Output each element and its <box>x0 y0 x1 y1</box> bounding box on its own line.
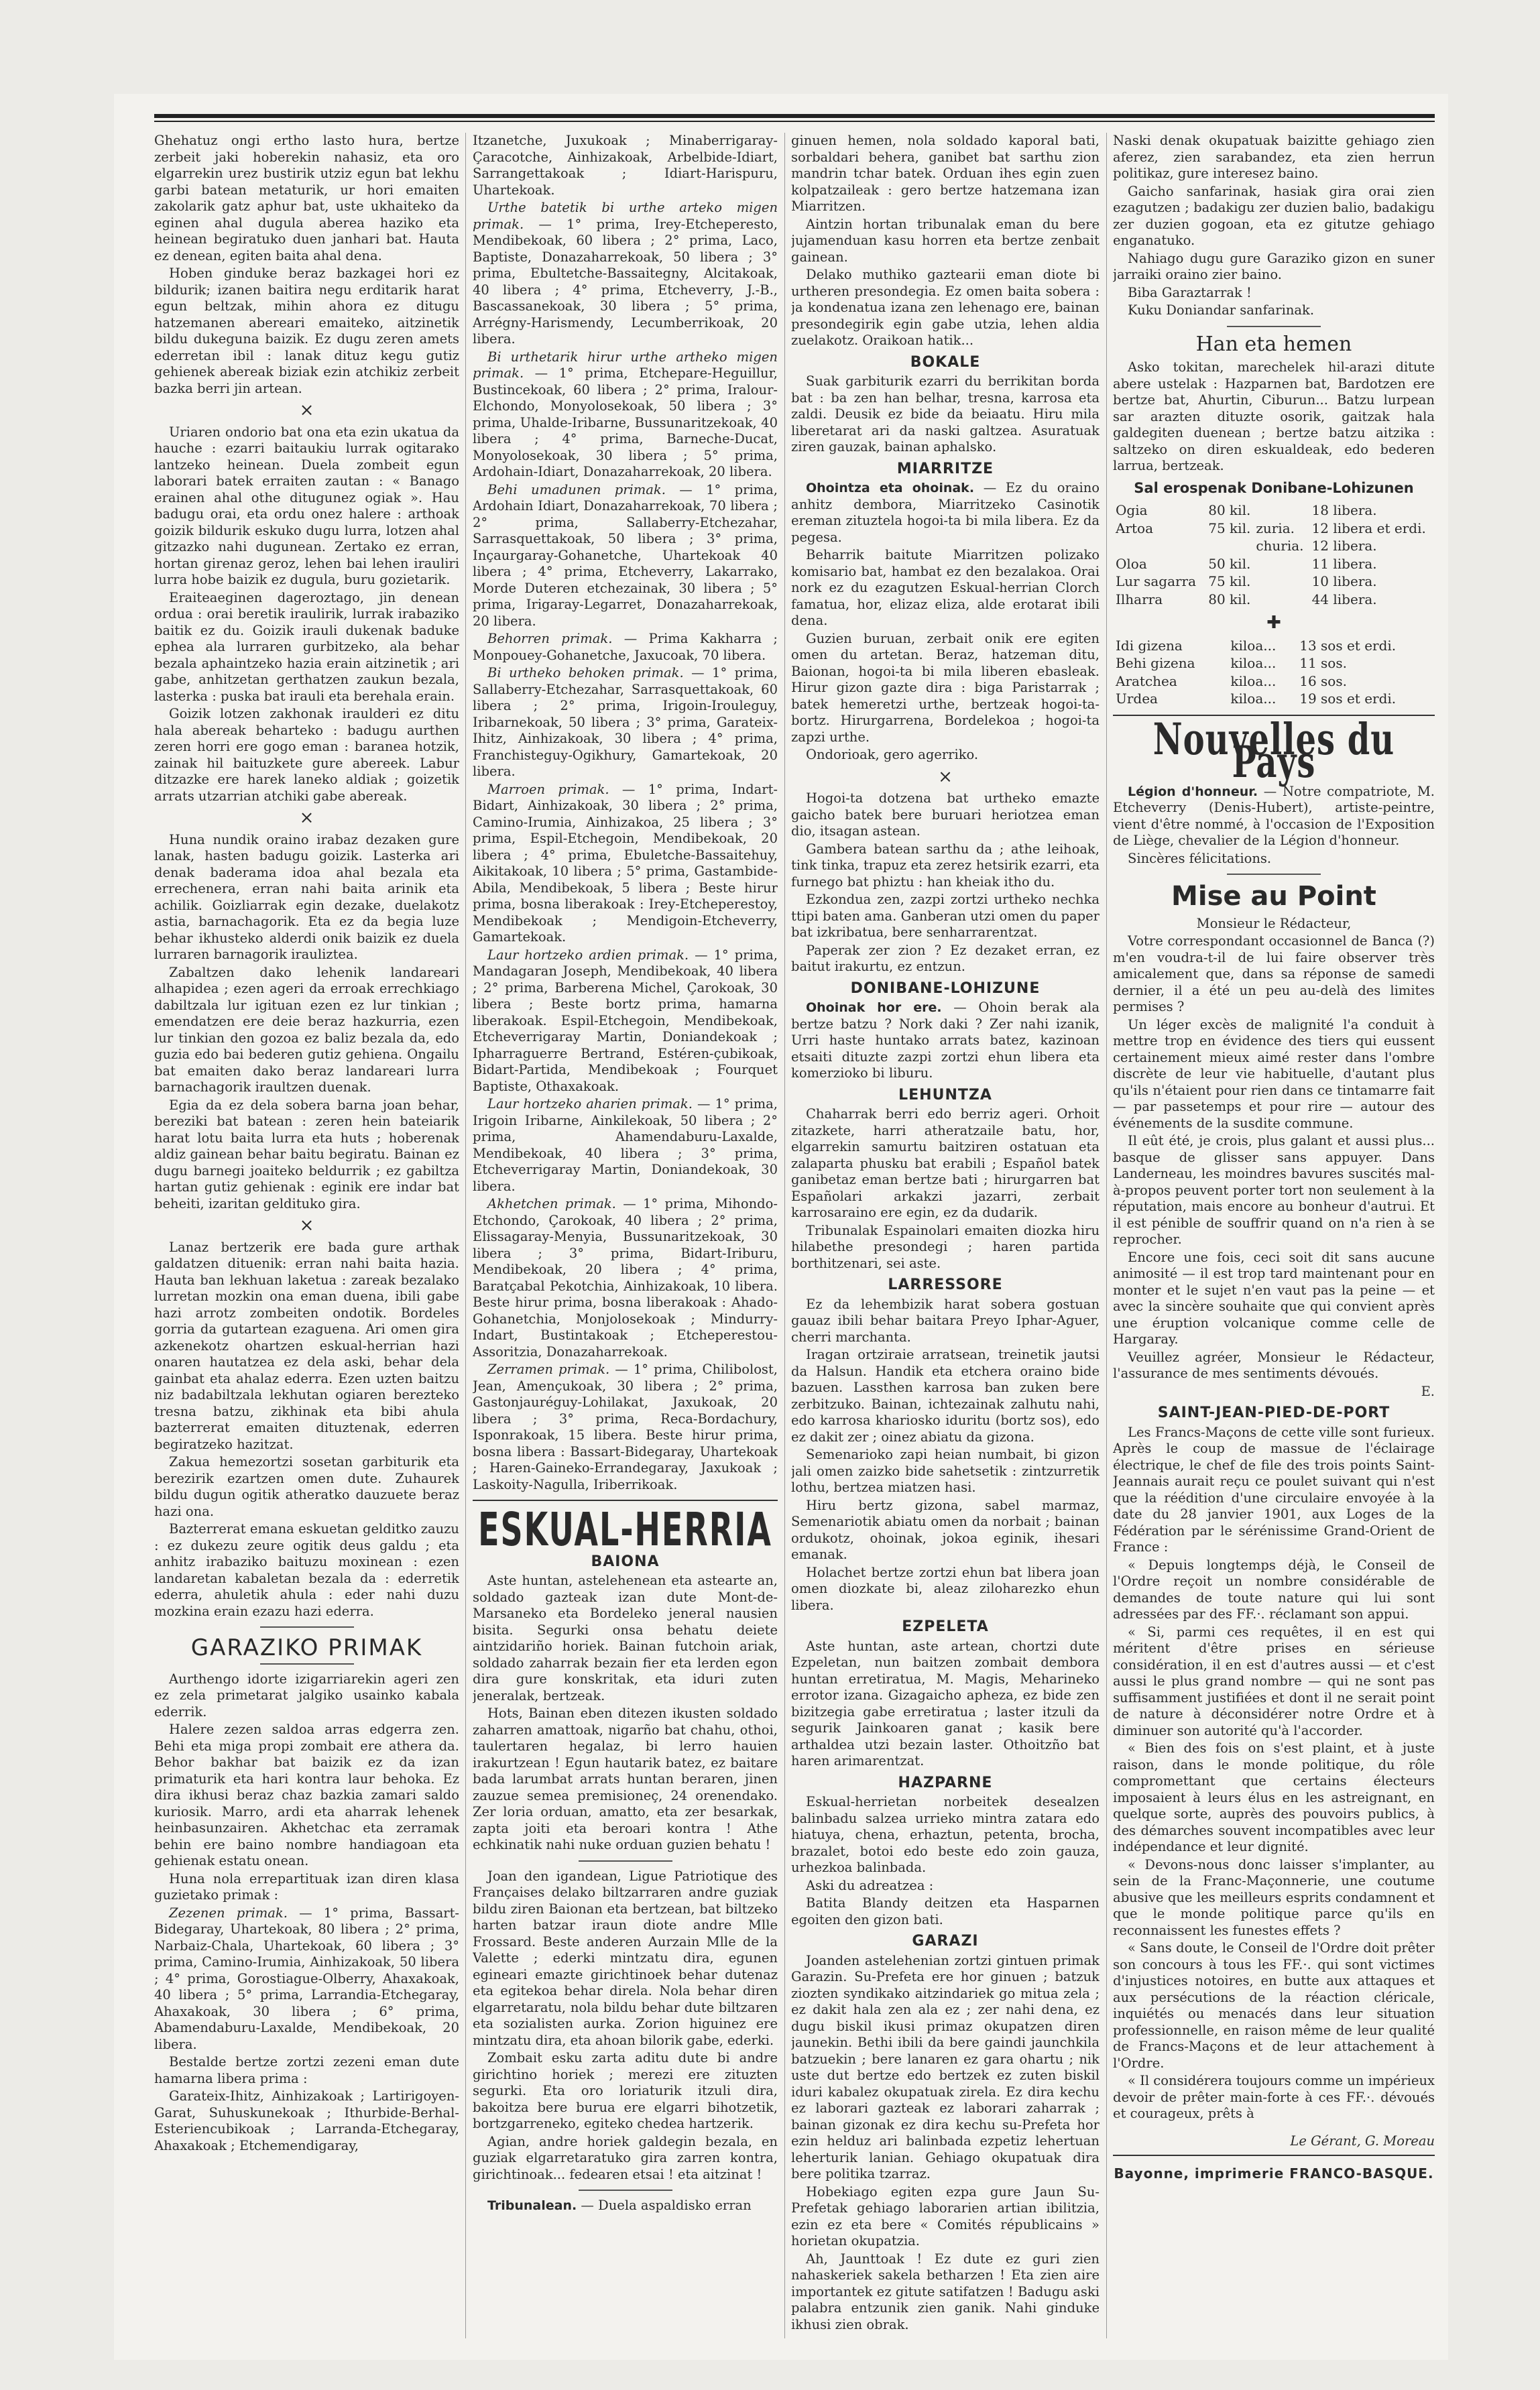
cell: zuria. <box>1256 520 1295 536</box>
cell: kiloa... <box>1230 637 1277 654</box>
place-heading-larressore: LARRESSORE <box>888 1276 1003 1293</box>
paragraph: Encore une fois, ceci soit dit sans aucune animosité — il est trop tard maintenant pour en monter et le sujet n'en vaut pas la peine — et avec la sincère souhaite que qui convient après une éruption volcanique comme celle de Hargaray. <box>1113 1249 1435 1347</box>
paragraph <box>473 2198 778 2214</box>
section-masthead-eskual-herria: ESKUAL-HERRIA <box>478 1502 772 1557</box>
cell: 80 kil. <box>1208 502 1251 518</box>
table-row <box>1113 637 1435 655</box>
separator: ✚ <box>1266 613 1281 633</box>
paragraph <box>473 482 778 630</box>
table-row <box>1113 591 1435 609</box>
table-row <box>1113 537 1435 555</box>
paragraph: Aintzin hortan tribunalak eman du bere jujamenduan kasu horren eta bertze zenbait gainean. <box>791 216 1100 265</box>
cell: Behi gizena <box>1116 655 1195 671</box>
cell: 44 libera. <box>1311 591 1377 607</box>
separator: × <box>938 766 953 787</box>
paragraph: Egia da ez dela sobera barna joan behar, bereziki bat batean : zeren hein bateiarik harat lotu baita lurra eta huts ; hoberenak aldiz gainean behar baitu begiratu. Bainan ez dugu barnegi joaiteko beldurrik ; ez gabiltza hartan gutiz gehienak : eginik ere indar bat beheiti, izaritan geldituko gira. <box>154 1097 459 1211</box>
paragraph-text: — 1° prima, Bassart-Bidegaray, Uhartekoak, 80 libera ; 2° prima, Narbaiz-Chala, Uhartekoak, 60 libera ; 3° prima, Camino-Irumia, Ainhizakoak, 50 libera ; 4° prima, Gorostiague-Olberry, Ahaxakoak, 40 libera ; 5° prima, Larrandia-Etchegaray, Ahaxakoak, 30 libera ; 6° prima, Abamendaburu-Laxalde, Mendibekoak, 20 libera. <box>154 1905 459 2052</box>
table-row <box>1113 672 1435 691</box>
salutation: Monsieur le Rédacteur, <box>1196 915 1352 931</box>
paragraph: Hiru bertz gizona, sabel marmaz, Semenariotik abiatu omen da norbait ; bainan ordukotz, ohoinak, jokoa eginik, ihesari emanak. <box>791 1497 1100 1562</box>
paragraph: Lanaz bertzerik ere bada gure arthak galdatzen dituenik: erran nahi baita hazia. Hauta ban lekhuan laketua : zareak bezalako lurretan mozkin ona eman duena, ibili gabe hazi arrotz zombeiten ondotik. Bordeles gorria da gutartean ezaguena. Ari omen gira azkenekotz ohartzen eskual-herrian hazi onaren hautatzea ez dela aski, behar dela gainbat eta ahalaz ederra. Ezen uzten baitzu niz badabiltzala lekhutan ogiaren berezteko tresna batzu, zikhinak eta bibi ahula bazterrerat emaiten dituztenak, ederren begiratzeko hazitzat. <box>154 1239 459 1452</box>
paragraph: Huna nundik oraino irabaz dezaken gure lanak, hasten badugu goizik. Lasterka ari denak baderama idoa ahal bezala eta errechenera, erran nahi baita arinik eta achilik. Goizliarrak egin dezake, duelakotz astia, barnachagorik. Eta ez da begia luze behar ikhusteko alderdi onik baizik ez duela lurraren barnagorik irauliztea. <box>154 831 459 962</box>
market-prices-table <box>1113 501 1435 608</box>
cell: 13 sos et erdi. <box>1299 637 1397 654</box>
paragraph <box>473 665 778 780</box>
section-title-mise-au-point: Mise au Point <box>1171 881 1376 912</box>
paragraph: Huna nola errepartituak izan diren klasa guzietako primak : <box>154 1870 459 1903</box>
column-3 <box>791 133 1100 2338</box>
paragraph: Uriaren ondorio bat ona eta ezin ukatua da hauche : ezarri baitaukiu lurrak ogitarako lantzeko heinean. Duela zombeit egun laborari batek erraiten zautan : « Banago erainen ahal othe ditugunez ogiak ». Hau badugu orai, eta ordu onez halere : arthoak goizik bildurik eskuko dugu lurra, lotzen ahal gitzazko nahi dugunean. Zertako ez erran, hortan girenaz geroz, lehen bai lehen irauliri lurra hobe baizik ez dugula, buru gozietarik. <box>154 424 459 587</box>
place-heading-bokale: BOKALE <box>910 353 981 371</box>
paragraph: Asko tokitan, marechelek hil-arazi ditute abere ustelak : Hazparnen bat, Bardotzen ere bertze bat, Ahurtin, Ciburun... Batzu lurpean sar arazten dituzte osorik, gaitzak hala galdegiten duenean ; bertze batzu aitzika : saltzeko on diren eskualdeak, edo bederen larrua, bertzeak. <box>1113 359 1435 473</box>
cell: 12 libera. <box>1311 538 1377 554</box>
paragraph: Delako muthiko gaztearii eman diote bi urtheren presondegia. Ez omen baita sobera : ja kondenatua izana zen lehenago ere, bainan presondegirik egin gabe utzia, lehen aldia zuelakotz. Oraikoan hatik... <box>791 267 1100 348</box>
paragraph: Hoben ginduke beraz bazkagei hori ez bildurik; izanen baitira negu erditarik harat egun beltzak, mihin ahora ez ditugu hatzemanen abereari emaiteko, aitzinetik bildu dukeguna baizik. Ez dugu zeren amets ederretan ibil : lanak dituz kegu gutiz gehienek abereak biziak ezin atchikiz zerbeit bazka berri jin artean. <box>154 265 459 396</box>
paragraph: Ez da lehembizik harat sobera gostuan gauaz ibili behar baitara Preyo Iphar-Aguer, cherri marchanta. <box>791 1296 1100 1345</box>
divider <box>1227 874 1321 875</box>
paragraph-text: — 1° prima, Ardohain Idiart, Donazaharrekoak, 70 libera ; 2° prima, Sallaberry-Etchezahar, Sarrasquettakoak, 50 libera ; 3° prima, Inçaurgaray-Gohanetche, Uhartekoak 40 libera ; 4° prima, Etcheverry, Lakarrako, Morde Duteren etchezainak, 30 libera ; 5° prima, Irigaray-Legarret, Donazaharrekoak, 20 libera. <box>473 481 778 629</box>
paragraph: Bazterrerat emana eskuetan gelditko zauzu : ez dukezu zeure ogitik deus galdu ; eta anhitz irabaziko baituzu moxinean : ezen landaretan kabaletan bezala da : ederretik ederra, ahuletik ahula : eder nahi duzu mozkina erain ezazu hazi ederra. <box>154 1521 459 1619</box>
paragraph: Suak garbiturik ezarri du berrikitan borda bat : ba zen han belhar, tresna, karrosa eta zaldi. Deusik ez bide da beiaatu. Hiru mila liberetarat ari da naski galtzea. Asuratuak ziren gauzak, bainan aphalsko. <box>791 373 1100 455</box>
cell: 18 libera. <box>1311 502 1377 518</box>
divider <box>579 2190 672 2191</box>
paragraph: Aste huntan, astelehenean eta astearte an, soldado gazteak izan dute Mont-de-Marsaneko eta Bordeleko jeneral nausien bisita. Segurki onsa behatu deiete aintzidariño horiek. Bainan futchoin ariak, soldado zaharrak bezain fier eta lerden egon dira gure konskritak, eta iduri zuten jeneralak, bertzeak. <box>473 1573 778 1704</box>
table-row <box>1113 690 1435 708</box>
paragraph: Ah, Jaunttoak ! Ez dute ez guri zien nahaskeriek sakela betharzen ! Eta zien aire importantek ez gitute satifatzen ! Badugu aski palabra entzunik zien ganik. Nahi ginduke ikhusi zien obrak. <box>791 2251 1100 2332</box>
meat-prices-table <box>1113 637 1435 708</box>
paragraph-text: — Notre compatriote, M. Etcheverry (Denis-Hubert), artiste-peintre, vient d'être nommé, à l'occasion de l'Exposition de Liège, chevalier de la Légion d'honneur. <box>1113 783 1435 848</box>
paragraph: Joanden astelehenian zortzi gintuen primak Garazin. Su-Prefeta ere hor ginuen ; batzuk ziozten syndikako aitzindariek go mitua zela ; ez dakit hala zen ala ez ; zer nahi dena, ez dugu biskil ikusi primaz okupatzen diren jaunekin. Bethi ibili da bere gaindi jaunchkila batzuekin ; bere lanaren ez gara ohartu ; nik uste dut bertze edo bertzek ez zuten biskil iduri kabalez okupatuak zirela. Ez dira kechu ez laborari gazteak ez laborari zaharrak ; bainan gizonak ez dira kechu su-Prefeta hor ezin helduz ari balinbada ezpetiz lehertuan leherturik lanian. Gehiago okupatuak dira bere politika tzarraz. <box>791 1952 1100 2182</box>
paragraph <box>473 349 778 481</box>
place-heading-baiona: BAIONA <box>591 1553 660 1570</box>
paragraph: Gambera batean sarthu da ; athe leihoak, tink tinka, trapuz eta zerez hetsirik ezarri, eta furnego bat phiztu : han kheiak itho du. <box>791 841 1100 890</box>
imprint: Bayonne, imprimerie FRANCO-BASQUE. <box>1114 2165 1434 2182</box>
paragraph: Eraiteaeginen dageroztago, jin denean ordua : orai beretik iraulirik, lurrak irabaziko baitik ez du. Goizik irauli dukenak baduke ephea ala lurraren gurbitzeko, ala behar bezala aphaintzeko hazia erain aitzinetik ; ari gabe, anhitzetan gerthatzen zaukun bezala, lasterka : puska bat irauli eta berehala erain. <box>154 589 459 704</box>
cell: 11 sos. <box>1299 655 1347 671</box>
paragraph <box>473 1362 778 1493</box>
table-row <box>1113 555 1435 573</box>
paragraph: Nahiago dugu gure Garaziko gizon en suner jarraiki oraino zier baino. <box>1113 250 1435 282</box>
subhead: Ohoinak hor ere. <box>806 1000 942 1015</box>
divider <box>473 1500 778 1501</box>
separator: × <box>299 400 314 420</box>
subhead: Bi urthetarik hirur urthe artheko migen primak. <box>473 349 778 381</box>
paragraph: « Si, parmi ces requêtes, il en est qui méritent d'être prises en sérieuse considération, il en est d'autres aussi — et c'est aussi le plus grand nombre — qui ne sont pas suffisamment justifiées et dont il ne serait point de nature à déconsidérer notre Ordre et à diminuer son autorité qu'à l'accorder. <box>1113 1624 1435 1738</box>
paragraph: Hobekiago egiten ezpa gure Jaun Su-Prefetak gehiago laborarien artian ibilitzia, ezin ez eta bere « Comités républicains » horietan okupatzia. <box>791 2184 1100 2249</box>
paragraph: Les Francs-Maçons de cette ville sont furieux. Après le coup de massue de l'éclairage électrique, le chef de file des trois points Saint-Jeannais aurait reçu ce poulet suivant qui n'est que la réédition d'une circulaire envoyée à la date du 28 janvier 1901, aux Loges de la Fédération par le sérénissime Grand-Orient de France : <box>1113 1424 1435 1555</box>
subhead: Bi urtheko behoken primak. <box>487 665 684 680</box>
paragraph: Il eût été, je crois, plus galant et aussi plus... basque de glisser sans appuyer. Dans Landerneau, les moindres bavures suscités mal-à-propos peuvent porter tort non seulement à la réputation, mais encore au bonheur d'autrui. Et il est pénible de souffrir quand on n'a rien à se reprocher. <box>1113 1133 1435 1247</box>
cell: Oloa <box>1116 555 1147 572</box>
cell: 19 sos et erdi. <box>1299 691 1397 707</box>
paragraph: Zakua hemezortzi sosetan garbiturik eta berezirik ezartzen omen dute. Zuhaurek bildu dugun ogitik atheratko dauzuete beraz hazi ona. <box>154 1454 459 1519</box>
subhead: Behorren primak. <box>487 631 613 646</box>
paragraph: Naski denak okupatuak baizitte gehiago zien aferez, zien sarabandez, eta zien herrun politikaz, gure interesez baino. <box>1113 133 1435 181</box>
place-heading-ezpeleta: EZPELETA <box>902 1618 989 1635</box>
paragraph: Kuku Doniandar sanfarinak. <box>1128 302 1315 318</box>
paragraph <box>473 782 778 946</box>
divider <box>260 1626 354 1628</box>
subhead: Tribunalean. <box>487 2198 577 2213</box>
paragraph-text: — 1° prima, Mandagaran Joseph, Mendibekoak, 40 libera ; 2° prima, Barberena Michel, Çarokoak, 30 libera ; Beste bortz prima, hamarna liberakoak. Espil-Etchegoin, Mendibekoak, Etcheverrigaray Martin, Doniandekoak ; Ipharraguerre Bertrand, Estéren-çubikoak, Bidart-Partida, Mendibekoak ; Fourquet Baptiste, Othaxakoak. <box>473 947 778 1094</box>
cell: churia. <box>1256 538 1304 554</box>
paragraph: Ezkondua zen, zazpi zortzi urtheko nechka ttipi baten ama. Ganberan utzi omen du paper bat izkribatua, bere senharrarentzat. <box>791 892 1100 940</box>
subhead: Urthe batetik bi urthe arteko migen primak. <box>473 200 778 232</box>
table-row <box>1113 654 1435 672</box>
paragraph <box>791 1000 1100 1082</box>
paragraph: Goizik lotzen zakhonak iraulderi ez ditu hala abereak beharteko : badugu aurthen zeren horri ere gogo eman : baranea hotzik, zainak hil baituzkete gure abereek. Labur ditzazke ere harek laneko aldiak ; goizetik arrats utzarrian atchiki gabe abereak. <box>154 706 459 804</box>
paragraph <box>473 200 778 348</box>
paragraph: Veuillez agréer, Monsieur le Rédacteur, l'assurance de mes sentiments dévoués. <box>1113 1349 1435 1381</box>
paragraph: Ghehatuz ongi ertho lasto hura, bertze zerbeit jaki hoberekin nahasiz, eta oro elgarrekin urez bustirik utziz egun bat lekhu garbi batean metaturik, ur hori emaiten zakolarik gatz aphur bat, uste ukhaiteko da eginen ahal dugula aberea haziko eta heinean begiratuko duen janhari bat. Hauta ez denean, egiten baita ahal dena. <box>154 133 459 263</box>
paragraph: « Bien des fois on s'est plaint, et à juste raison, dans le monde politique, du rôle compromettant que certains électeurs imposaient à leurs élus en les astreignant, en quelque sorte, auprès des pouvoirs publics, à des démarches souvent incompatibles avec leur indépendance et leur dignité. <box>1113 1740 1435 1854</box>
newspaper-page <box>114 94 1448 2360</box>
section-title-han-eta-hemen: Han eta hemen <box>1195 332 1352 356</box>
cell: 16 sos. <box>1299 672 1347 689</box>
paragraph <box>473 1196 778 1360</box>
cell: kiloa... <box>1230 655 1277 671</box>
section-masthead-nouvelles-du-pays: Nouvelles du Pays <box>1152 714 1395 787</box>
market-title: Sal erospenak Donibane-Lohizunen <box>1134 479 1414 496</box>
paragraph: Sincères félicitations. <box>1128 850 1272 866</box>
paragraph: Hogoi-ta dotzena bat urtheko emazte gaicho batek bere buruari heriotzea eman dio, itsagan astean. <box>791 790 1100 839</box>
paragraph: Zabaltzen dako lehenik landareari alhapidea ; ezen ageri da erroak errechkiago dabiltzala lur igituan ezen ez lur tinkian ; emendatzen ere deie beraz hazkurria, ezen lur tinkian den gozoa ez baliz bezala da, edo guzia edo bai bederen gutiz gehiena. Ongailu bat emaiten dako beraz landareari lurra barnachagorik iraultzen duenak. <box>154 964 459 1095</box>
subhead: Laur hortzeko aharien primak. <box>487 1096 693 1112</box>
divider <box>579 1860 672 1862</box>
subhead: Zerramen primak. <box>487 1362 610 1377</box>
paragraph: Semenarioko zapi heian numbait, bi gizon jali omen zaizko bide sahetsetik : zintzurretik lothu, bertzea miatzen hasi. <box>791 1447 1100 1495</box>
paragraph-text: — 1° prima, Chilibolost, Jean, Amençukoak, 30 libera ; 2° prima, Gastonjauréguy-Lohilakat, Jaxukoak, 20 libera ; 3° prima, Reca-Bordachury, Isponrakoak, 15 libera. Beste hirur prima, bosna libera : Bassart-Bidegaray, Uhartekoak ; Haren-Gaineko-Errandegaray, Jaxukoak ; Laskoity-Nagulla, Iriberrikoak. <box>473 1362 778 1492</box>
paragraph: Joan den igandean, Ligue Patriotique des Françaises delako biltzarraren andre guziak bildu ziren Baionan eta bertzean, bat biltzeko harten batzar iraun diote andre Mlle Frossard. Beste anderen Aurzain Mlle de la Valette ; ederki mintzatu dira, egunen egineari emazte girichtinoek behar dutenaz eta egitekoa behar direla. Nola behar diren elgarretaratu, nola bildu behar dute biltzaren eta sozialisten aurka. Zorion higuinez ere mintzatu dira, eta ahoan bilorik gabe, ederki. <box>473 1868 778 2048</box>
paragraph <box>473 947 778 1095</box>
cell: 75 kil. <box>1208 520 1251 536</box>
paragraph: Aski du adreatzea : <box>806 1877 934 1893</box>
place-heading-garazi: GARAZI <box>912 1933 979 1950</box>
paragraph: Iragan ortziraie arratsean, treinetik jautsi da Halsun. Handik eta etchera oraino bide bazuen. Lassthen karrosa ban zuken bere zerbitzuko. Bainan, ichtezainak zalhutu nahi, edo karrosa khariosko iduritu (bortz sos), edo ez dakit zer ; oinez abiatu da gizona. <box>791 1347 1100 1445</box>
paragraph: « Devons-nous donc laisser s'implanter, au sein de la Franc-Maçonnerie, une coutume abusive que les meilleurs esprits condamnent et que le monde politique parce qu'ils en reconnaissent les funestes effets ? <box>1113 1856 1435 1938</box>
subhead: Zezenen primak. <box>169 1905 288 1921</box>
paragraph: Beharrik baitute Miarritzen polizako komisario bat, hambat ez den bezalakoa. Orai nork ez du ezagutzen Eskual-herrian Clorch famatua, hor, elizaz eliza, alde erotarat ibili dena. <box>791 547 1100 628</box>
column-1 <box>154 133 459 2338</box>
subhead: Behi umadunen primak. <box>487 481 666 497</box>
separator: × <box>299 808 314 828</box>
section-title-garaziko-primak: GARAZIKO PRIMAK <box>190 1634 423 1661</box>
paragraph-text: — Ez du oraino anhitz dembora, Miarritzeko Casinotik ereman zituztela hogoi-ta bi mila libera. Ez da pegesa. <box>791 480 1100 545</box>
paragraph: Zombait esku zarta aditu dute bi andre girichtino horiek ; merezi ere zituzten segurki. Eta oro loriaturik itzuli dira, bakoitza bere burua ere elgarri bihotzetik, bortzgarreneko, egiteko chedea hartzerik. <box>473 2050 778 2131</box>
signature: E. <box>1421 1383 1435 1399</box>
paragraph: Chaharrak berri edo berriz ageri. Orhoit zitazkete, harri atheratzaile batu, hor, elgarrekin samurtu baitziren ostatuan eta zalaparta phusku bat erabili ; Español batek ganibetaz eman bertze bati ; hirurgarren bat Españolari arkakzi jazarri, zerbait karrosaraino ere egin, ez da dudarik. <box>791 1106 1100 1220</box>
place-heading-hazparne: HAZPARNE <box>898 1774 993 1791</box>
cell: 75 kil. <box>1208 573 1251 589</box>
paragraph: Eskual-herrietan norbeitek desealzen balinbadu salzea urrieko mintra zatara edo hiatuya, chena, erhaztun, petenta, brocha, brazalet, botoi edo beste edo zoin gauza, urhezkoa balinbada. <box>791 1794 1100 1875</box>
cell: 10 libera. <box>1311 573 1377 589</box>
subhead: Akhetchen primak. <box>487 1196 616 1211</box>
paragraph-text: — 1° prima, Irey-Etcheperesto, Mendibekoak, 60 libera ; 2° prima, Laco, Baptiste, Donazaharrekoak, 50 libera ; 3° prima, Ebultetche-Bassaitegny, Alcitakoak, 40 libera ; 4° prima, Etcheverry, J.-B., Bascassanekoak, 30 libera ; 5° prima, Arrégny-Harismendy, Lecumberrikoak, 20 libera. <box>473 216 778 347</box>
paragraph: Guzien buruan, zerbait onik ere egiten omen du artetan. Beraz, hatzeman ditu, Baionan, hogoi-ta bi mila liberen ebasleak. Hirur gizon gazte dira : biga Paristarrak ; batek hemeretzi urthe, bertzeak hogoi-ta-bortz. Hirurgarrena, Bordelekoa ; hogoi-ta zapzi urthe. <box>791 630 1100 745</box>
cell: kiloa... <box>1230 672 1277 689</box>
paragraph: Gaicho sanfarinak, hasiak gira orai zien ezagutzen ; badakigu zer duzien balio, badakigu zer duzien gogoan, eta ez gitutze gehiago enganatuko. <box>1113 183 1435 248</box>
paragraph <box>1113 784 1435 849</box>
subhead: Légion d'honneur. <box>1128 784 1258 799</box>
paragraph: Garateix-Ihitz, Ainhizakoak ; Lartirigoyen-Garat, Suhuskunekoak ; Ithurbide-Berhal-Esteriencubikoak ; Larranda-Etchegaray, Ahaxakoak ; Etchemendigaray, <box>154 2088 459 2153</box>
paragraph: ginuen hemen, nola soldado kaporal bati, sorbaldari behera, ganibet bat sarthu zion mandrin tchar batek. Orduan ihes egin zuen kolpatzaileak : gero bertze hatzemana izan Miarritzen. <box>791 133 1100 214</box>
paragraph: « Il considérera toujours comme un impérieux devoir de prêter main-forte à ces FF.·. dévoués et courageux, prêts à <box>1113 2073 1435 2121</box>
cell: 50 kil. <box>1208 555 1251 572</box>
cell: Artoa <box>1116 520 1154 536</box>
cell: 12 libera et erdi. <box>1311 520 1426 536</box>
paragraph <box>791 480 1100 546</box>
paragraph: Aste huntan, aste artean, chortzi dute Ezpeletan, nun baitzen zombait dembora huntan erretiratua, M. Magis, Meharineko errotor izana. Gizagaicho apheza, ez bide zen bizitzegia gabe erretiratua ; laster itzuli da segurik Jainkoaren ganat ; kasik bere arthaldea utzi bezain laster. Othoitzño bat haren arimarentzat. <box>791 1638 1100 1769</box>
table-row <box>1113 520 1435 538</box>
cell: Ogia <box>1116 502 1148 518</box>
top-rule <box>154 114 1435 122</box>
paragraph: « Depuis longtemps déjà, le Conseil de l'Ordre reçoit un nombre considérable de demandes de toute nature qui lui sont adressées par des FF.·. réclamant son appui. <box>1113 1557 1435 1622</box>
table-row <box>1113 501 1435 520</box>
place-heading-saint-jean-pied-de-port: SAINT-JEAN-PIED-DE-PORT <box>1157 1405 1390 1421</box>
column-rule <box>465 133 466 2338</box>
separator: × <box>299 1215 314 1236</box>
paragraph: Batita Blandy deitzen eta Hasparnen egoiten den gizon bati. <box>791 1895 1100 1927</box>
paragraph <box>473 631 778 664</box>
place-heading-lehuntza: LEHUNTZA <box>898 1086 992 1103</box>
paragraph: « Sans doute, le Conseil de l'Ordre doit prêter son concours à tous les FF.·. qui sont victimes d'injustices notoires, en butte aux attaques et aux persécutions de la réaction cléricale, inquiétés ou menacés dans leur situation professionnelle, en raison même de leur qualité de Francs-Maçons et de leur attachement à l'Ordre. <box>1113 1940 1435 2071</box>
paragraph: Itzanetche, Juxukoak ; Minaberrigaray-Çaracotche, Ainhizakoak, Arbelbide-Idiart, Sarrangettakoak ; Idiart-Harispuru, Uhartekoak. <box>473 133 778 198</box>
paragraph: Aurthengo idorte izigarriarekin ageri zen ez zela primetarat jalgiko usainko kabala ederrik. <box>154 1671 459 1720</box>
cell: 80 kil. <box>1208 591 1251 607</box>
table-row <box>1113 573 1435 591</box>
place-heading-miarritze: MIARRITZE <box>896 460 994 477</box>
paragraph-text: — 1° prima, Mihondo-Etchondo, Çarokoak, 40 libera ; 2° prima, Elissagaray-Menyia, Bussunaritzekoak, 30 libera ; 3° prima, Bidart-Iriburu, Mendibekoak, 20 libera ; 4° prima, Baratçabal Pekotchia, Ainhizakoak, 10 libera. Beste hirur prima, bosna liberakoak : Ahado-Gohanetchia, Monjolosekoak ; Mindurry-Indart, Bustintakoak ; Etcheperestou-Assoritzia, Donazaharrekoak. <box>473 1196 778 1360</box>
cell: kiloa... <box>1230 691 1277 707</box>
paragraph-text: — 1° prima, Etchepare-Heguillur, Bustincekoak, 60 libera ; 2° prima, Iralour-Elchondo, Monyolosekoak, 50 libera ; 3° prima, Uhalde-Iribarne, Bussunaritzekoak, 40 libera ; 4° prima, Barneche-Ducat, Monyolosekoak, 30 libera ; 5° prima, Ardohain-Idiart, Donazaharrekoak, 20 libera. <box>473 365 778 479</box>
paragraph: Halere zezen saldoa arras edgerra zen. Behi eta miga propi zombait ere athera da. Behor bakhar bat baizik ez da izan primaturik eta hari kontra laur behoka. Ez dira ikhusi beraz chaz bazkia zamari saldo kuriosik. Marro, ardi eta aharrak lehenek heinbasunzairen. Akhetchac eta zerramak behin ere baino nombre handiagoan eta gehienak estatu onean. <box>154 1722 459 1868</box>
place-heading-donibane-lohizune: DONIBANE-LOHIZUNE <box>850 979 1041 997</box>
divider <box>1113 2155 1435 2156</box>
gerant-signature: Le Gérant, G. Moreau <box>1290 2133 1435 2149</box>
paragraph: Tribunalak Espainolari emaiten diozka hiru hilabethe presondegi ; haren partida borthitzenari, sei aste. <box>791 1222 1100 1271</box>
paragraph <box>154 1905 459 2053</box>
paragraph-text: — Prima Kakharra ; Monpouey-Gohanetche, Jaxucoak, 70 libera. <box>473 631 778 663</box>
column-4 <box>1113 133 1435 2338</box>
paragraph: Agian, andre horiek galdegin bezala, en guziak elgarretaratuko gira zarren kontra, girichtinoak... fedearen etsai ! eta aitzinat ! <box>473 2133 778 2182</box>
paragraph: Hots, Bainan eben ditezen ikusten soldado zaharren amattoak, nigarño bat chahu, othoi, taulertaren hegalaz, bi lerro hauien irakurtzean ! Egun hautarik batez, ez baitare bada larumbat arrats huntan beraren, jinen zauzue semea premisioneç, 24 orenendako. Zer loria orduan, amatto, eta zer besarkak, zapta joiti eta beroari kontra ! Athe echkinatik nahi nuke orduan guzien behatu ! <box>473 1706 778 1852</box>
divider <box>260 1663 354 1665</box>
paragraph <box>473 1096 778 1195</box>
paragraph-text: — 1° prima, Irigoin Iribarne, Ainkilekoak, 50 libera ; 2° prima, Ahamendaburu-Laxalde, Mendibekoak, 40 libera ; 3° prima, Etcheverrigaray Martin, Doniandekoak, 30 libera. <box>473 1096 778 1194</box>
paragraph: Ondorioak, gero agerriko. <box>806 747 979 762</box>
subhead: Laur hortzeko ardien primak. <box>487 947 689 963</box>
paragraph-text: — Ohoin berak ala bertze batzu ? Nork daki ? Zer nahi izanik, Urri haste huntako arrats batez, kazinoan etsaiti dituzte zazpi zortzi ehun libera eta komerzioko bi liburu. <box>791 1000 1100 1081</box>
paragraph-text: — 1° prima, Indart-Bidart, Ainhizakoak, 30 libera ; 2° prima, Camino-Irumia, Ainhizakoa, 25 libera ; 3° prima, Espil-Etchegoin, Mendibekoak, 20 libera ; 4° prima, Ebuletche-Bassaitehuy, Aikitakoak, 10 libera ; 5° prima, Gastambide-Abila, Mendibekoak, 5 libera ; Beste hirur prima, bosna liberakoak : Irey-Etcheperestoy, Mendibekoak ; Mendigoin-Etcheverry, Gamartekoak. <box>473 781 778 945</box>
column-rule <box>784 133 785 2338</box>
paragraph: Un léger excès de malignité l'a conduit à mettre trop en évidence des tiers qui eussent certainement mieux aimé rester dans l'ombre discrète de leur vie habituelle, d'autant plus qu'ils n'étaient pour rien dans ce tintamarre fait — par passetemps et pour rire — autour des événements de la susdite commune. <box>1113 1016 1435 1131</box>
subhead: Marroen primak. <box>487 781 609 797</box>
column-2 <box>473 133 778 2338</box>
paragraph: Bestalde bertze zortzi zezeni eman dute hamarna libera prima : <box>154 2054 459 2086</box>
paragraph-text: — Duela aspaldisko erran <box>577 2198 752 2213</box>
paragraph: Holachet bertze zortzi ehun bat libera joan omen diozkate bi, aleaz ziloharezko ehun libera. <box>791 1564 1100 1613</box>
cell: Aratchea <box>1116 672 1177 689</box>
cell: 11 libera. <box>1311 555 1377 572</box>
paragraph: Paperak zer zion ? Ez dezaket erran, ez baitut irakurtu, ez entzun. <box>791 942 1100 974</box>
column-rule <box>1106 133 1107 2338</box>
cell: Urdea <box>1116 691 1158 707</box>
cell: Ilharra <box>1116 591 1163 607</box>
cell: Idi gizena <box>1116 637 1183 654</box>
paragraph: Votre correspondant occasionnel de Banca (?) m'en voudra-t-il de lui faire observer très amicalement que, dans sa réponse de samedi dernier, il a été un peu au-delà des limites permises ? <box>1113 933 1435 1014</box>
subhead: Ohointza eta ohoinak. <box>806 481 975 495</box>
paragraph-text: — 1° prima, Sallaberry-Etchezahar, Sarrasquettakoak, 60 libera ; 2° prima, Irigoin-Irouleguy, Iribarnekoak, 50 libera ; 3° prima, Garateix-Ihitz, Ainhizakoak, 30 libera ; 4° prima, Franchisteguy-Ogikhury, Gamartekoak, 20 libera. <box>473 665 778 779</box>
paragraph: Biba Garaztarrak ! <box>1128 284 1252 300</box>
cell: Lur sagarra <box>1116 573 1197 589</box>
divider <box>1227 326 1321 327</box>
